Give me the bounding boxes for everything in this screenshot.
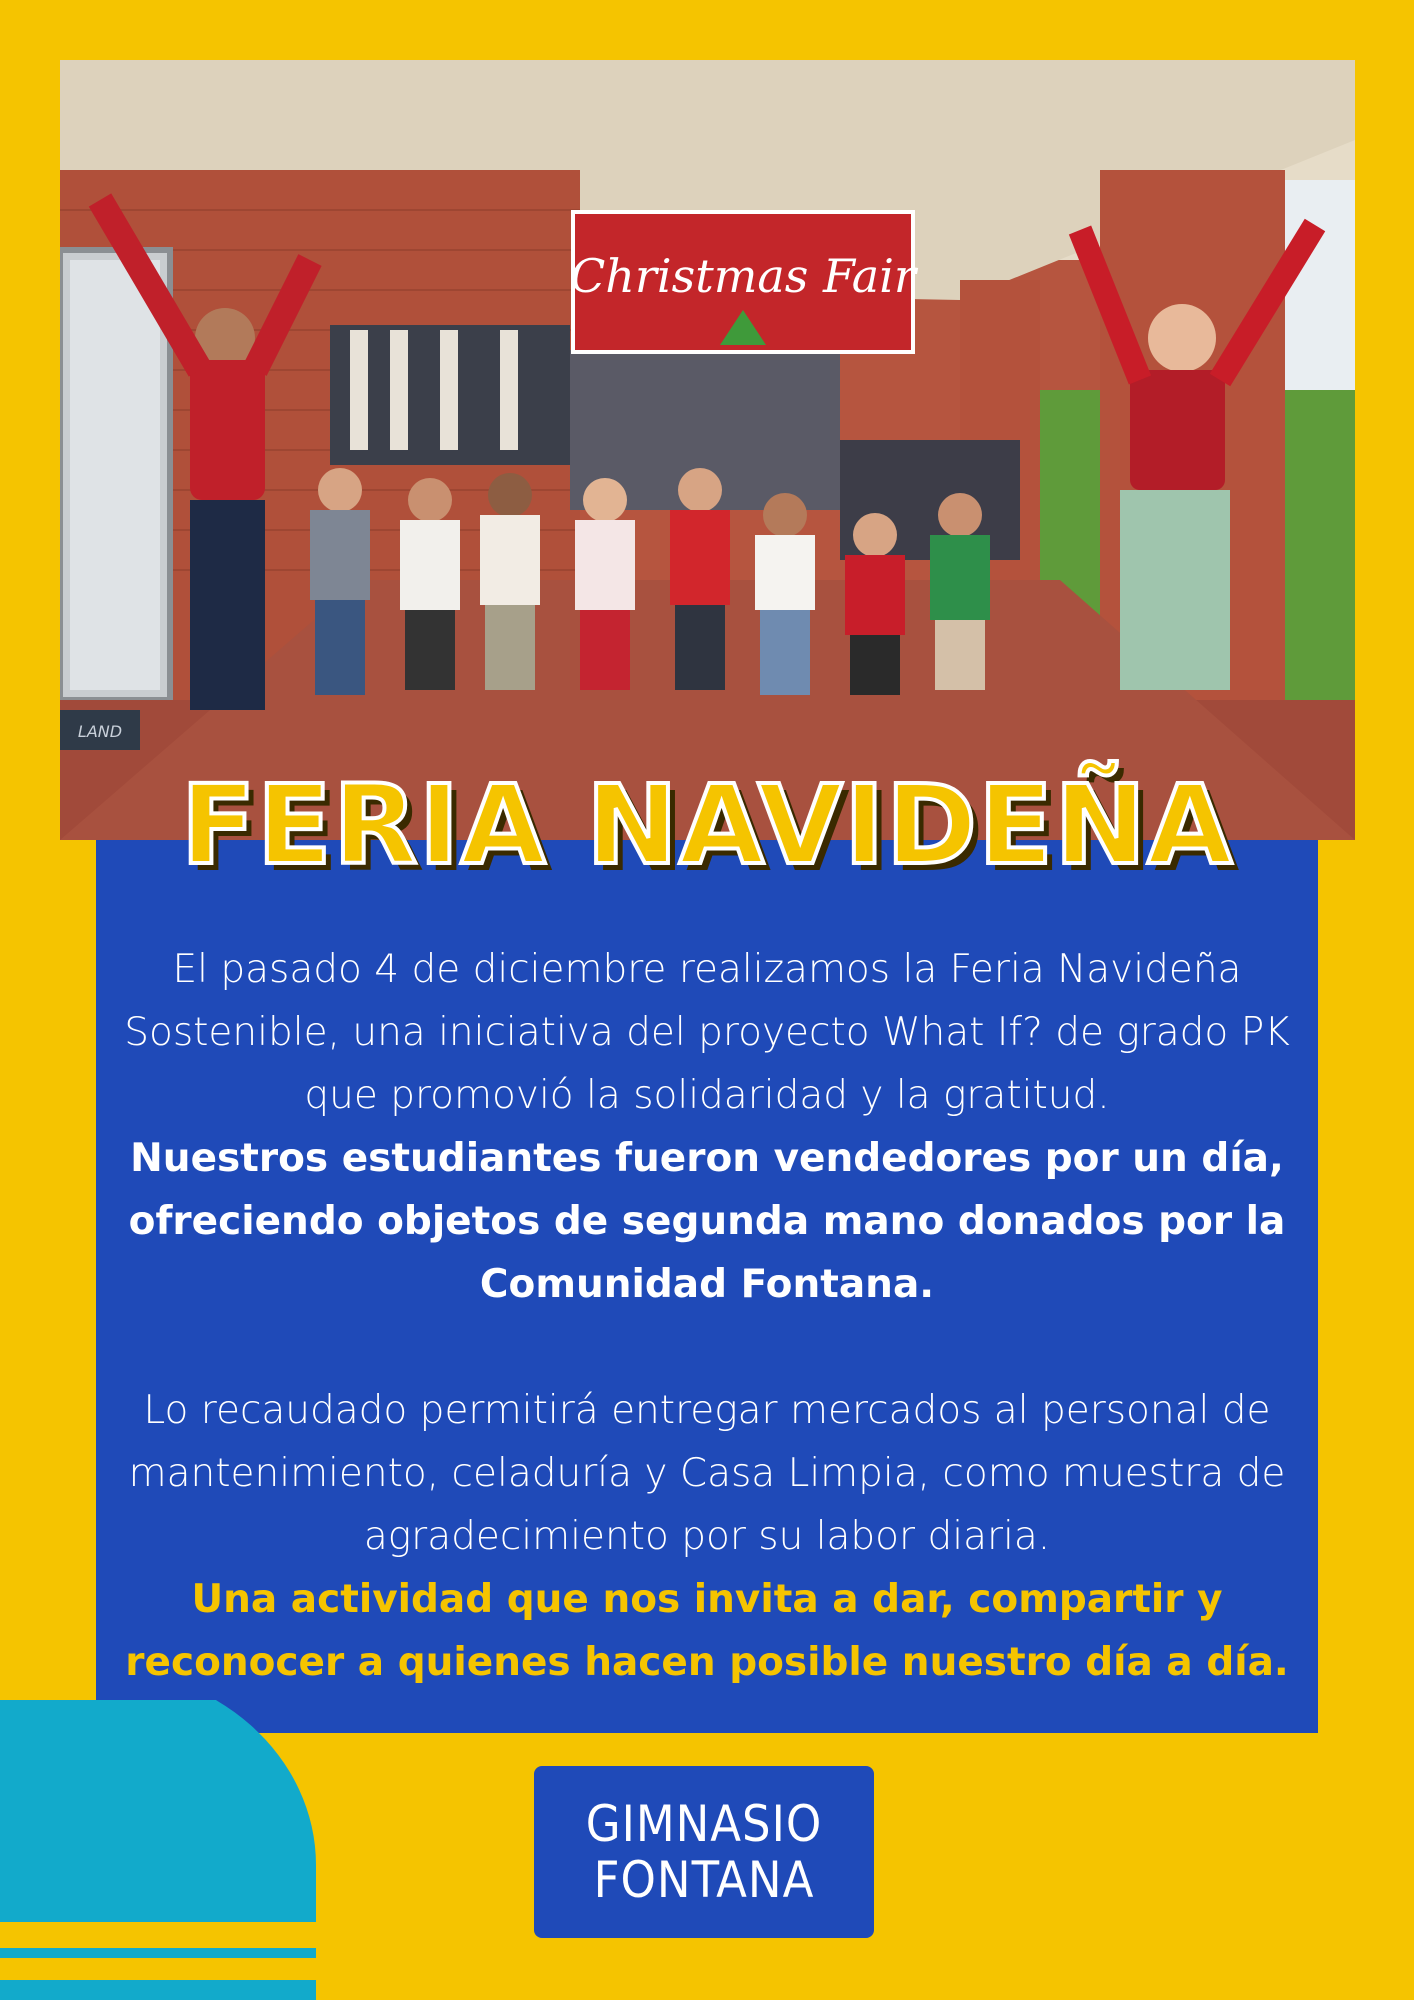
body-text — [96, 938, 1318, 1694]
paragraph-intro: El pasado 4 de diciembre realizamos la Feria Navideña Sostenible, una iniciativa del proyecto What If? de grado PK que promovió la solidaridad y la gratitud. — [124, 947, 1290, 1118]
paragraph-intro-bold: Nuestros estudiantes fueron vendedores por un día, ofreciendo objetos de segunda mano donados por la Comunidad Fontana. — [128, 1136, 1286, 1307]
paragraph-highlight: Una actividad que nos invita a dar, compartir y reconocer a quienes hacen posible nuestro día a día. — [125, 1577, 1289, 1685]
event-photo — [60, 60, 1355, 840]
page-title: FERIA NAVIDEÑA — [180, 761, 1234, 889]
sunset-decoration — [0, 1700, 340, 2000]
gimnasio-fontana-logo — [534, 1766, 874, 1938]
mat-text: LAND — [77, 722, 123, 741]
paragraph-purpose: Lo recaudado permitirá entregar mercados al personal de mantenimiento, celaduría y Casa Limpia, como muestra de agradecimiento por su labor diaria. — [128, 1388, 1286, 1559]
logo-line-1: GIMNASIO — [585, 1795, 823, 1853]
logo-line-2: FONTANA — [593, 1851, 815, 1909]
christmas-fair-scene — [60, 60, 1355, 840]
banner-text: Christmas Fair — [570, 249, 916, 303]
